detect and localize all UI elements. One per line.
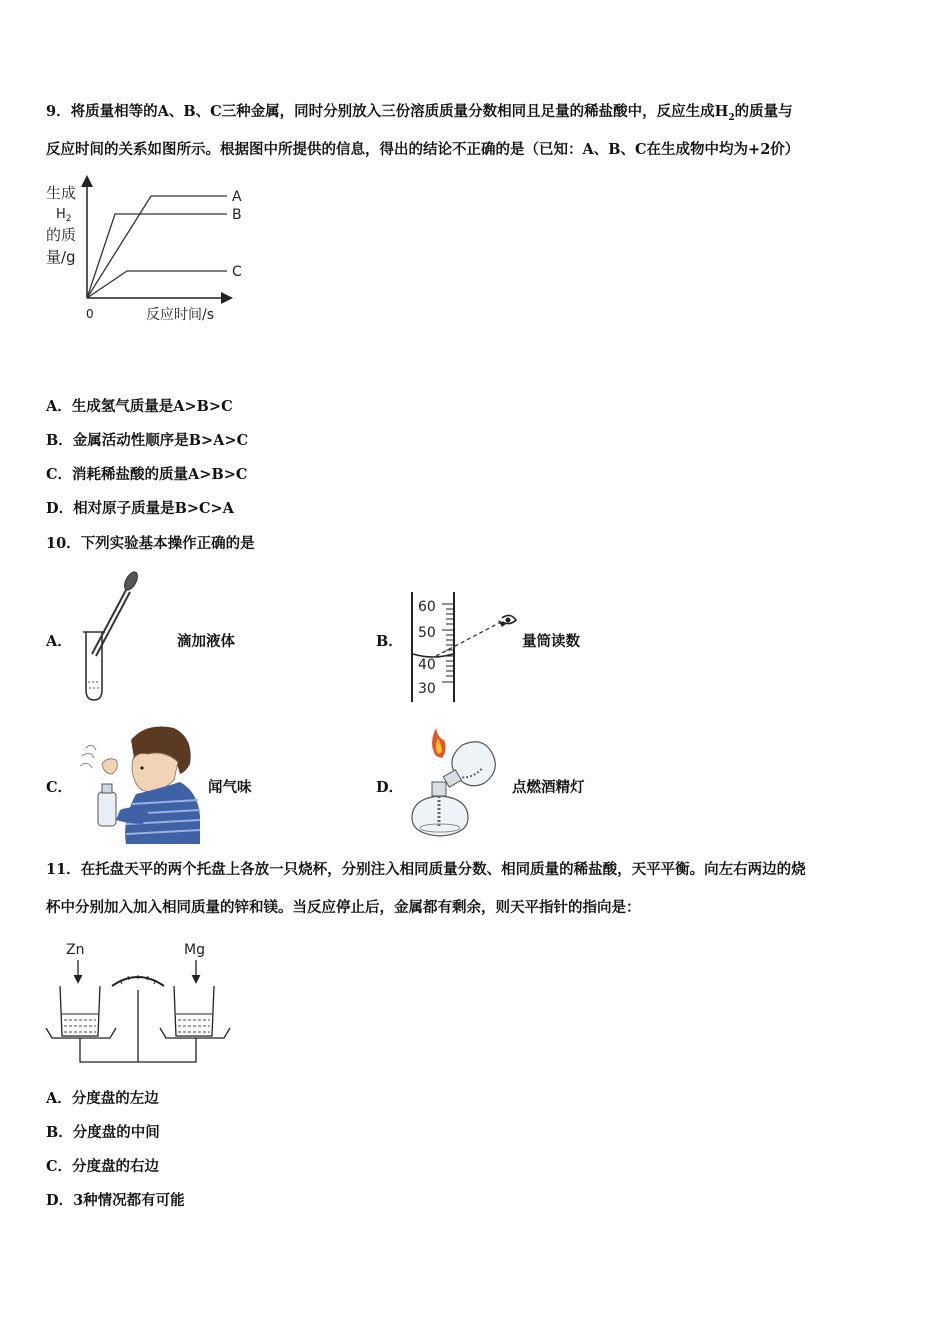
q9-option-b[interactable] xyxy=(46,431,248,451)
y-label-1: 生成 xyxy=(46,184,77,202)
balance-illustration xyxy=(40,938,240,1068)
option-letter: C． xyxy=(46,1158,73,1175)
y-label-4: 量/g xyxy=(46,248,76,266)
q9-line1-sub: 2 xyxy=(728,112,735,123)
alcohol-lamp-illustration xyxy=(402,722,512,840)
option-letter: B． xyxy=(46,432,73,449)
smelling-gas-illustration xyxy=(76,720,202,844)
q11-line2: 杯中分别加入加入相同质量的锌和镁。当反应停止后，金属都有剩余，则天平指针的指向是： xyxy=(46,899,641,916)
q9-line1-tail: 的质量与 xyxy=(734,103,793,120)
q10-option-a-text: 滴加液体 xyxy=(177,633,235,650)
mg-label: Mg xyxy=(184,942,205,958)
series-line-b xyxy=(87,214,227,298)
x-axis-label: 反应时间/s xyxy=(146,307,215,323)
q11-option-c[interactable] xyxy=(46,1157,159,1177)
dropper-test-tube-illustration xyxy=(74,570,144,705)
q9-line1 xyxy=(46,102,793,128)
q11-option-d[interactable] xyxy=(46,1191,185,1211)
option-text: 消耗稀盐酸的质量A>B>C xyxy=(72,466,248,483)
q11-option-a[interactable] xyxy=(46,1089,159,1109)
option-text: 相对原子质量是B>C>A xyxy=(73,500,234,517)
option-letter: A． xyxy=(46,398,72,415)
option-letter: C． xyxy=(46,466,73,483)
y-label-2: $H_2$ xyxy=(56,207,72,224)
q10-text: 下列实验基本操作正确的是 xyxy=(80,535,255,552)
option-text: 生成氢气质量是A>B>C xyxy=(71,398,233,415)
q11-number: 11． xyxy=(46,861,81,878)
q10-option-a-letter[interactable]: A． xyxy=(46,633,72,650)
q9-option-a[interactable] xyxy=(46,397,233,417)
series-label-b: B xyxy=(232,207,242,223)
zn-label: Zn xyxy=(66,942,85,958)
tick-label-30: 30 xyxy=(418,681,436,697)
q10-option-c-text: 闻气味 xyxy=(208,779,252,796)
origin-label: 0 xyxy=(86,307,94,321)
q10-option-d-letter[interactable]: D． xyxy=(376,779,404,796)
series-line-c xyxy=(87,271,227,298)
q9-option-c[interactable] xyxy=(46,465,247,485)
option-text: 分度盘的左边 xyxy=(71,1090,159,1107)
q9-number: 9． xyxy=(46,103,71,120)
q10-stem xyxy=(46,534,255,554)
q9-line2: 反应时间的关系如图所示。根据图中所提供的信息，得出的结论不正确的是（已知：A、B、C在生成物中均为+2价） xyxy=(46,141,800,158)
q9-option-d[interactable] xyxy=(46,499,234,519)
q10-number: 10． xyxy=(46,535,81,552)
tick-label-50: 50 xyxy=(418,625,436,641)
q11-line1-text: 在托盘天平的两个托盘上各放一只烧杯，分别注入相同质量分数、相同质量的稀盐酸，天平平衡。向左右两边的烧 xyxy=(80,861,806,878)
option-letter: D． xyxy=(46,500,74,517)
option-letter: A． xyxy=(46,1090,72,1107)
tick-label-40: 40 xyxy=(418,657,436,673)
y-label-3: 的质 xyxy=(46,226,77,244)
series-label-c: C xyxy=(232,264,242,280)
series-label-a: A xyxy=(232,189,242,205)
q10-option-c-letter[interactable]: C． xyxy=(46,779,73,796)
q9-chart xyxy=(40,172,250,332)
q11-line1 xyxy=(46,860,806,880)
option-text: 金属活动性顺序是B>A>C xyxy=(72,432,249,449)
graduated-cylinder-illustration xyxy=(406,590,526,705)
option-letter: B． xyxy=(46,1124,73,1141)
q10-option-b-text: 量筒读数 xyxy=(522,633,580,650)
option-letter: D． xyxy=(46,1192,74,1209)
tick-label-60: 60 xyxy=(418,599,436,615)
option-text: 3种情况都有可能 xyxy=(73,1192,185,1209)
q10-option-d-text: 点燃酒精灯 xyxy=(512,779,585,796)
option-text: 分度盘的中间 xyxy=(72,1124,160,1141)
series-line-a xyxy=(87,196,227,298)
option-text: 分度盘的右边 xyxy=(72,1158,160,1175)
q11-option-b[interactable] xyxy=(46,1123,160,1143)
q10-option-b-letter[interactable]: B． xyxy=(376,633,403,650)
q9-line1-text: 将质量相等的A、B、C三种金属，同时分别放入三份溶质质量分数相同且足量的稀盐酸中，反应生成H xyxy=(70,103,729,120)
